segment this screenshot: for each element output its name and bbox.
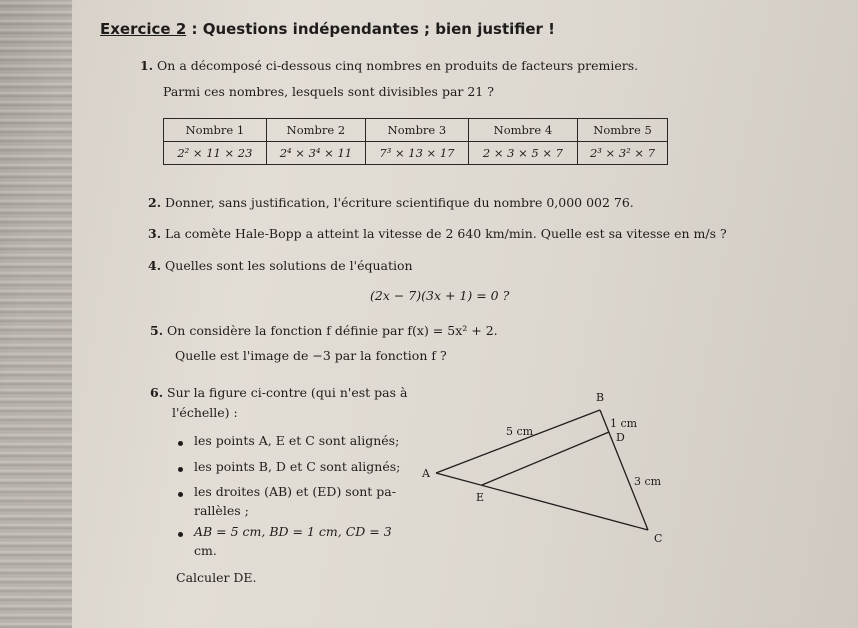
q4-line (148, 258, 413, 273)
segment-ac (436, 473, 648, 530)
q6-question: Calculer DE. (176, 570, 257, 585)
exercise-title-label: Exercice 2 (100, 20, 187, 38)
q6-bullet-4: AB = 5 cm, BD = 1 cm, CD = 3 (194, 524, 392, 539)
q2-line (148, 195, 634, 210)
q2-text: Donner, sans justification, l'écriture scientifique du nombre 0,000 002 76. (165, 195, 634, 210)
q3-number: 3. (148, 226, 162, 241)
q6-bullet-3: les droites (AB) et (ED) sont pa- (194, 484, 396, 499)
bullet-dot (178, 467, 183, 472)
point-a-label: A (422, 467, 430, 480)
q5-number: 5. (150, 323, 164, 338)
table-header-cell: Nombre 3 (366, 119, 469, 142)
table-cell: 2 × 3 × 5 × 7 (468, 142, 577, 165)
table-header-cell: Nombre 1 (164, 119, 267, 142)
table-cell: 2² × 11 × 23 (164, 142, 267, 165)
q6-bullet-1: les points A, E et C sont alignés; (194, 433, 400, 448)
q6-bullet-3-cont: rallèles ; (194, 503, 249, 518)
table-header-cell: Nombre 5 (578, 119, 668, 142)
q6-bullet-4-cont: cm. (194, 543, 217, 558)
q3-line (148, 226, 727, 241)
exercise-title-rest: : Questions indépendantes ; bien justifier ! (186, 20, 556, 38)
table-header-cell: Nombre 2 (266, 119, 365, 142)
bullet-dot (178, 441, 183, 446)
q6-line2: l'échelle) : (172, 405, 238, 420)
exercise-title (100, 20, 555, 38)
triangle-figure (410, 385, 690, 555)
q6-number: 6. (150, 385, 164, 400)
q1-text: On a décomposé ci-dessous cinq nombres en produits de facteurs premiers. (157, 58, 639, 73)
q4-text: Quelles sont les solutions de l'équation (165, 258, 413, 273)
q3-text: La comète Hale-Bopp a atteint la vitesse de 2 640 km/min. Quelle est sa vitesse en m/s ? (165, 226, 727, 241)
table-header-row (164, 119, 668, 142)
q5-line (150, 323, 498, 338)
q1-line2: Parmi ces nombres, lesquels sont divisibles par 21 ? (163, 84, 494, 99)
point-e-label: E (476, 491, 485, 504)
point-b-label: B (596, 391, 605, 404)
q5-text: On considère la fonction f définie par f(x) = 5x² + 2. (167, 323, 498, 338)
q6-bullet-2: les points B, D et C sont alignés; (194, 459, 401, 474)
q1-number: 1. (140, 58, 154, 73)
label-ab: 5 cm (506, 425, 534, 438)
label-cd: 3 cm (634, 475, 662, 488)
table-header-cell: Nombre 4 (468, 119, 577, 142)
q5-question: Quelle est l'image de −3 par la fonction f ? (175, 348, 447, 363)
q6-line1 (150, 385, 407, 400)
table-row (164, 142, 668, 165)
bullet-dot (178, 532, 183, 537)
point-d-label: D (616, 431, 625, 444)
segment-ed (482, 432, 609, 485)
q2-number: 2. (148, 195, 162, 210)
q4-number: 4. (148, 258, 162, 273)
q6-text: Sur la figure ci-contre (qui n'est pas à (167, 385, 408, 400)
segment-ab (436, 410, 600, 473)
q1-line1 (140, 58, 638, 73)
label-bd: 1 cm (610, 417, 638, 430)
point-c-label: C (654, 532, 663, 545)
q4-equation: (2x − 7)(3x + 1) = 0 ? (370, 288, 510, 303)
table-cell: 2⁴ × 3⁴ × 11 (266, 142, 365, 165)
table-cell: 2³ × 3² × 7 (578, 142, 668, 165)
bullet-dot (178, 492, 183, 497)
factor-table (163, 118, 668, 165)
table-cell: 7³ × 13 × 17 (366, 142, 469, 165)
